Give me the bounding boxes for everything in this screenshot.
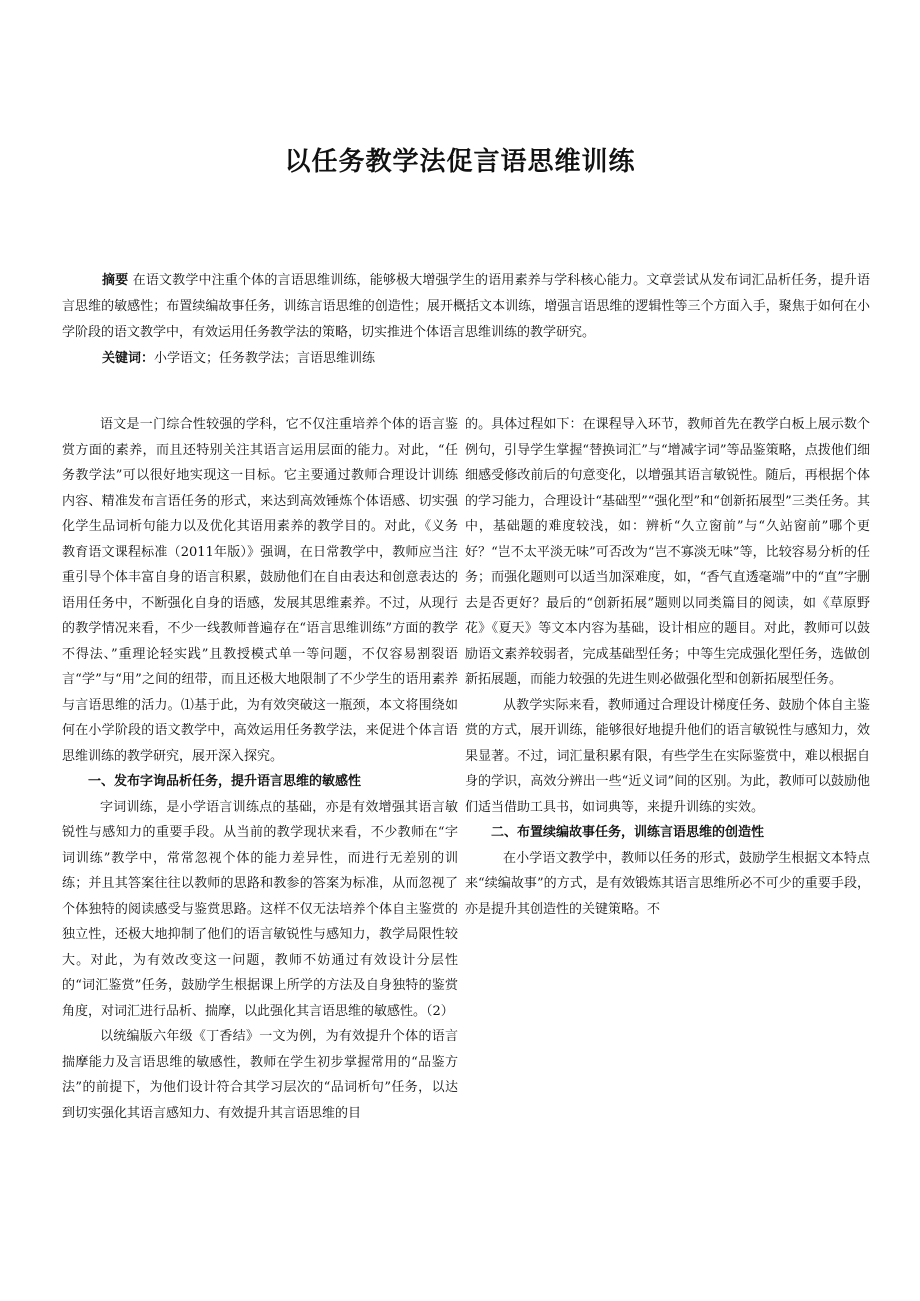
intro-paragraph: 语文是一门综合性较强的学科，它不仅注重培养个体的语言鉴赏方面的素养，而且还特别关注其语言运用层面的能力。对此，“任务教学法”可以很好地实现这一目标。它主要通过教师合理设计训练内容、精准发布言语任务的形式，来达到高效锤炼个体语感、切实强化学生品词析句能力以及优化其语用素养的教学目的。对此，《义务教育语文课程标准（2011年版）》强调，在日常教学中，教师应当注重引导个体丰富自身的语言积累，鼓励他们在自由表达和创意表达的语用任务中，不断强化自身的语感，发展其思维素养。不过，从现行的教学情况来看，不少一线教师普遍存在“语言思维训练”方面的教学不得法、”重理论轻实践”且教授模式单一等问题，不仅容易割裂语言“学”与“用”之间的纽带，而且还极大地限制了不少学生的语用素养与言语思维的活力。⑴基于此，为有效突破这一瓶颈，本文将围绕如何在小学阶段的语文教学中，高效运用任务教学法，来促进个体言语思维训练的教学研究，展开深入探究。	[62, 417, 458, 764]
keywords-text: 小学语文；任务教学法；言语思维训练	[154, 351, 376, 366]
section-heading-2: 二、布置续编故事任务，训练言语思维的创造性	[491, 825, 765, 840]
left-column	[62, 412, 458, 1126]
section-heading-1: 一、发布字询品析任务，提升语言思维的敏感性	[88, 774, 362, 789]
section-2-paragraph-1: 在小学语文教学中，教师以任务的形式，鼓励学生根据文本特点来“续编故事”的方式，是有效锻炼其语言思维所必不可少的重要手段，亦是提升其创造性的关键策略。不	[465, 850, 870, 917]
abstract-text: 在语文教学中注重个体的言语思维训练，能够极大增强学生的语用素养与学科核心能力。文章尝试从发布词汇品析任务，提升语言思维的敏感性；布置续编故事任务，训练言语思维的创造性；展开概括文本训练，增强言语思维的逻辑性等三个方面入手，聚焦于如何在小学阶段的语文教学中，有效运用任务教学法的策略，切实推进个体语言思维训练的教学研究。	[62, 273, 870, 340]
section-1-paragraph-1: 字词训练，是小学语言训练点的基础，亦是有效增强其语言敏锐性与感知力的重要手段。从当前的教学现状来看，不少教师在“字词训练”教学中，常常忽视个体的能力差异性，而进行无差别的训练；并且其答案往往以教师的思路和教参的答案为标准，从而忽视了个体独特的阅读感受与鉴赏思路。这样不仅无法培养个体自主鉴赏的独立性，还极大地抑制了他们的语言敏锐性与感知力，教学局限性较大。对此，为有效改变这一问题，教师不妨通过有效设计分层性的“词汇鉴赏”任务，鼓励学生根据课上所学的方法及自身独特的鉴赏角度，对词汇进行品析、揣摩，以此强化其言语思维的敏感性。（2）	[62, 799, 458, 1019]
keywords	[62, 346, 870, 372]
paper-title: 以任务教学法促言语思维训练	[284, 147, 636, 177]
keywords-label: 关键词：	[102, 351, 155, 366]
right-column	[465, 412, 870, 922]
section-1-paragraph-3: 从教学实际来看，教师通过合理设计梯度任务、鼓励个体自主鉴赏的方式，展开训练，能够很好地提升他们的语言敏锐性与感知力，效果显著。不过，词汇量积累有限，有些学生在实际鉴赏中，难以根据自身的学识，高效分辨出一些“近义词”间的区别。为此，教师可以鼓励他们适当借助工具书，如词典等，来提升训练的实效。	[465, 697, 870, 815]
abstract	[62, 268, 870, 346]
abstract-label: 摘要	[102, 273, 129, 288]
section-1-paragraph-2-continued: 的。具体过程如下：在课程导入环节，教师首先在教学白板上展示数个例句，引导学生掌握“替换词汇”与“增减字词”等品鉴策略，点拨他们细细感受修改前后的句意变化，以增强其语言敏锐性。随后，再根据个体的学习能力，合理设计“基础型”“强化型”和“创新拓展型”三类任务。其中，基础题的难度较浅，如：辨析“久立窗前”与“久站窗前”哪个更好？“岂不太平淡无味”可否改为“岂不寡淡无味”等，比较容易分析的任务；而强化题则可以适当加深难度，如，“香气直透毫端”中的“直”字删去是否更好？最后的“创新拓展”题则以同类篇目的阅读，如《草原野花》《夏天》等文本内容为基础，设计相应的题目。对此，教师可以鼓励语文素养较弱者，完成基础型任务；中等生完成强化型任务，选做创新拓展题，而能力较强的先进生则必做强化型和创新拓展型任务。	[465, 417, 870, 687]
section-1-paragraph-2: 以统编版六年级《丁香结》一文为例，为有效提升个体的语言揣摩能力及言语思维的敏感性，教师在学生初步掌握常用的“品鉴方法”的前提下，为他们设计符合其学习层次的“品词析句”任务，以达到切实强化其语言感知力、有效提升其言语思维的目	[62, 1029, 458, 1121]
